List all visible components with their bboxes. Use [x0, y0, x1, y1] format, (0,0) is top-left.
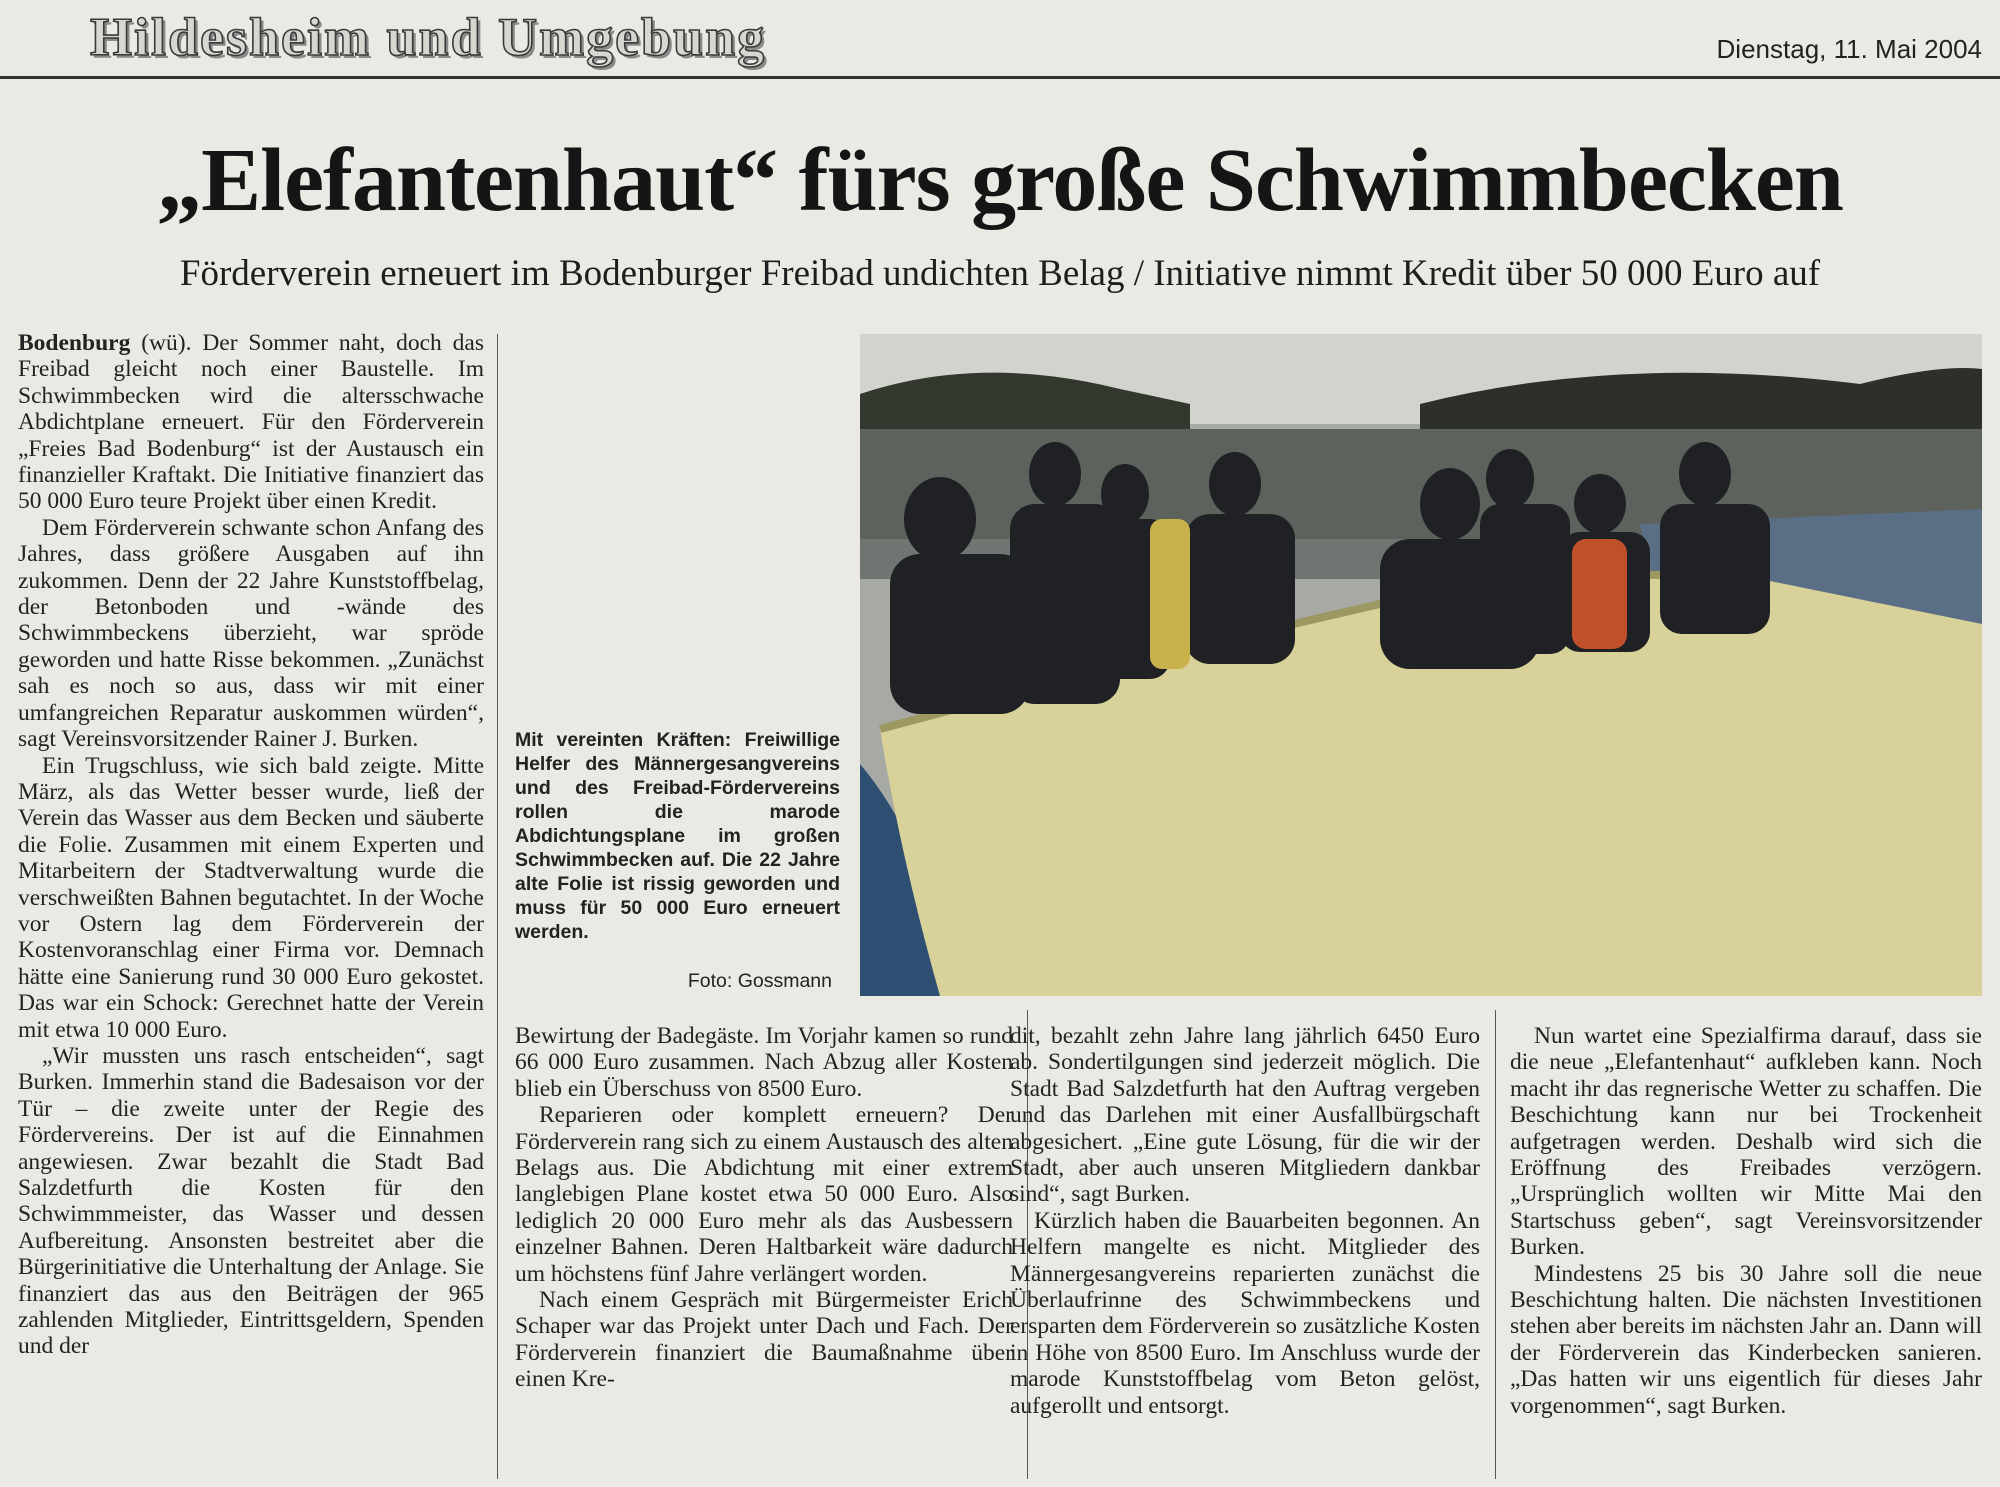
- paragraph: Mindestens 25 bis 30 Jahre soll die neue Beschichtung halten. Die nächsten Investitionen stehen aber bereits im nächsten Jahr an. Dann will der Förderverein das Kinderbecken sanieren. „Das hatten wir uns eigentlich für dieses Jahr vorgenommen“, sagt Burken.: [1510, 1260, 1982, 1419]
- subheadline: Förderverein erneuert im Bodenburger Freibad undichten Belag / Initiative nimmt Kredit über 50 000 Euro auf: [179, 253, 1821, 294]
- section-masthead: Hildesheim und Umgebung: [90, 7, 767, 67]
- pool-photo-illustration: [860, 334, 1982, 996]
- paragraph: Ein Trugschluss, wie sich bald zeigte. Mitte März, als das Wetter besser wurde, ließ der Verein das Wasser aus dem Becken und säuberte die Folie. Zusammen mit einem Experten und Mitarbeitern der Stadtverwaltung wurde die verschweißten Bahnen begutachtet. In der Woche vor Ostern lag dem Förderverein der Kostenvoranschlag einer Firma vor. Demnach hätte eine Sanierung rund 30 000 Euro gekostet. Das war ein Schock: Gerechnet hatte der Verein mit etwa 10 000 Euro.: [18, 752, 484, 1043]
- article-column-2: [515, 1023, 1013, 1393]
- photo-credit: Foto: Gossmann: [687, 970, 832, 992]
- paragraph: Nun wartet eine Spezialfirma darauf, dass sie die neue „Elefantenhaut“ aufkleben kann. Noch macht ihr das regnerische Wetter zu schaffen. Die Beschichtung kann nur bei Trockenheit aufgetragen werden. Deshalb wird sich die Eröffnung des Freibades verzögern. „Ursprünglich wollten wir Mitte Mai den Startschuss geben“, sagt Vereinsvorsitzender Burken.: [1510, 1023, 1982, 1261]
- paragraph-text: (wü). Der Sommer naht, doch das Freibad gleicht noch einer Baustelle. Im Schwimmbecken wird die altersschwache Abdichtplane erneuert. Für den Förderverein „Freies Bad Bodenburg“ ist der Austausch ein finanzieller Kraftakt. Die Initiative finanziert das 50 000 Euro teure Projekt über einen Kredit.: [18, 330, 484, 515]
- paragraph: Nach einem Gespräch mit Bürgermeister Erich Schaper war das Projekt unter Dach und Fach. Der Förderverein finanziert die Baumaßnahme über einen Kre-: [515, 1287, 1013, 1393]
- paragraph: „Wir mussten uns rasch entscheiden“, sagt Burken. Immerhin stand die Badesaison vor der Tür – die zweite unter der Regie des Fördervereins. Der ist auf die Einnahmen angewiesen. Zwar bezahlt die Stadt Bad Salzdetfurth die Kosten für den Schwimmmeister, das Wasser und dessen Aufbereitung. Ansonsten bestreitet aber die Bürgerinitiative die Unterhaltung der Anlage. Sie finanziert das aus den Beiträgen der 965 zahlenden Mitglieder, Eintrittsgeldern, Spenden und der: [18, 1042, 484, 1360]
- headline: „Elefantenhaut“ fürs große Schwimmbecken: [157, 131, 1843, 230]
- paragraph: [18, 330, 484, 515]
- dateline: Bodenburg: [18, 330, 131, 356]
- article-column-4: [1510, 1023, 1982, 1419]
- paragraph: dit, bezahlt zehn Jahre lang jährlich 6450 Euro ab. Sondertilgungen sind jederzeit möglich. Die Stadt Bad Salzdetfurth hat den Auftrag vergeben und das Darlehen mit einer Ausfallbürgschaft abgesichert. „Eine gute Lösung, für die wir der Stadt, aber auch unseren Mitgliedern dankbar sind“, sagt Burken.: [1010, 1023, 1480, 1208]
- photo-caption: Mit vereinten Kräften: Freiwillige Helfer des Männergesangvereins und des Freibad-Fördervereins rollen die marode Abdichtungsplane im großen Schwimmbecken auf. Die 22 Jahre alte Folie ist rissig geworden und muss für 50 000 Euro erneuert werden.: [515, 729, 840, 943]
- paragraph: Dem Förderverein schwante schon Anfang des Jahres, dass größere Ausgaben auf ihn zukommen. Denn der 22 Jahre Kunststoffbelag, der Betonboden und -wände des Schwimmbeckens überzieht, war spröde geworden und hatte Risse bekommen. „Zunächst sah es noch so aus, dass wir mit einer umfangreichen Reparatur auskommen würden“, sagt Vereinsvorsitzender Rainer J. Burken.: [18, 514, 484, 753]
- article-photo: [860, 334, 1982, 996]
- masthead-rule: [0, 76, 2000, 79]
- column-rule: [1495, 1010, 1496, 1479]
- article-column-3: [1010, 1023, 1480, 1419]
- column-rule: [497, 334, 498, 1479]
- paragraph: Reparieren oder komplett erneuern? Der Förderverein rang sich zu einem Austausch des alten Belags aus. Die Abdichtung mit einer extrem langlebigen Plane kostet etwa 50 000 Euro. Also lediglich 20 000 Euro mehr als das Ausbessern einzelner Bahnen. Deren Haltbarkeit wäre dadurch um höchstens fünf Jahre verlängert worden.: [515, 1102, 1013, 1287]
- article-column-1: [18, 330, 484, 1360]
- publication-date: Dienstag, 11. Mai 2004: [1716, 34, 1982, 64]
- paragraph: Kürzlich haben die Bauarbeiten begonnen. An Helfern mangelte es nicht. Mitglieder des Männergesangvereins reparierten zunächst die Überlaufrinne des Schwimmbeckens und ersparten dem Förderverein so zusätzliche Kosten in Höhe von 8500 Euro. Im Anschluss wurde der marode Kunststoffbelag vom Beton gelöst, aufgerollt und entsorgt.: [1010, 1207, 1480, 1419]
- paragraph: Bewirtung der Badegäste. Im Vorjahr kamen so rund 66 000 Euro zusammen. Nach Abzug aller Kosten blieb ein Überschuss von 8500 Euro.: [515, 1023, 1013, 1102]
